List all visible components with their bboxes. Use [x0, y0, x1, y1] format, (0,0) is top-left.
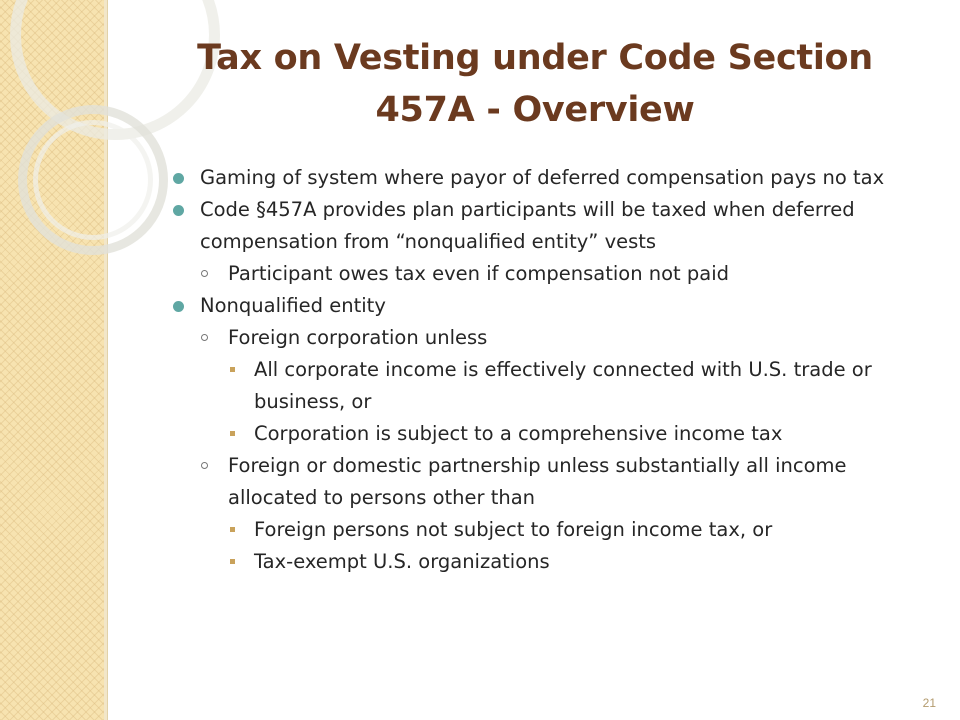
slide-title-line-1: Tax on Vesting under Code Section	[197, 38, 873, 78]
page-number: 21	[922, 696, 936, 710]
sub-bullet-item	[170, 322, 930, 354]
bullet-text: Foreign or domestic partnership unless substantially all income allocated to persons other than	[228, 454, 847, 509]
slide-title	[130, 32, 940, 136]
sub-bullet-item	[170, 258, 930, 290]
decorative-circle-inner	[33, 120, 153, 240]
bullet-text: Corporation is subject to a comprehensive income tax	[254, 422, 783, 445]
sub-sub-bullet-item	[170, 546, 930, 578]
bullet-text: Foreign persons not subject to foreign income tax, or	[254, 518, 773, 541]
bullet-list	[170, 162, 930, 578]
bullet-text: Participant owes tax even if compensation not paid	[228, 262, 730, 285]
bullet-text: Tax-exempt U.S. organizations	[254, 550, 550, 573]
sub-sub-bullet-item	[170, 514, 930, 546]
sub-sub-bullet-item	[170, 418, 930, 450]
square-bullet-icon	[230, 527, 235, 532]
sub-bullet-item	[170, 450, 930, 514]
ring-bullet-icon	[201, 270, 208, 277]
bullet-text: Nonqualified entity	[200, 294, 386, 317]
round-bullet-icon	[173, 205, 184, 216]
ring-bullet-icon	[201, 334, 208, 341]
ring-bullet-icon	[201, 462, 208, 469]
sub-sub-bullet-item	[170, 354, 930, 418]
bullet-text: Code §457A provides plan participants will be taxed when deferred compensation from “nonqualified entity” vests	[200, 198, 855, 253]
bullet-text: All corporate income is effectively connected with U.S. trade or business, or	[254, 358, 872, 413]
round-bullet-icon	[173, 173, 184, 184]
slide-title-line-2: 457A - Overview	[375, 90, 695, 130]
square-bullet-icon	[230, 431, 235, 436]
bullet-text: Gaming of system where payor of deferred compensation pays no tax	[200, 166, 885, 189]
square-bullet-icon	[230, 367, 235, 372]
bullet-item	[170, 162, 930, 194]
round-bullet-icon	[173, 301, 184, 312]
bullet-item	[170, 194, 930, 258]
square-bullet-icon	[230, 559, 235, 564]
bullet-item	[170, 290, 930, 322]
bullet-text: Foreign corporation unless	[228, 326, 488, 349]
